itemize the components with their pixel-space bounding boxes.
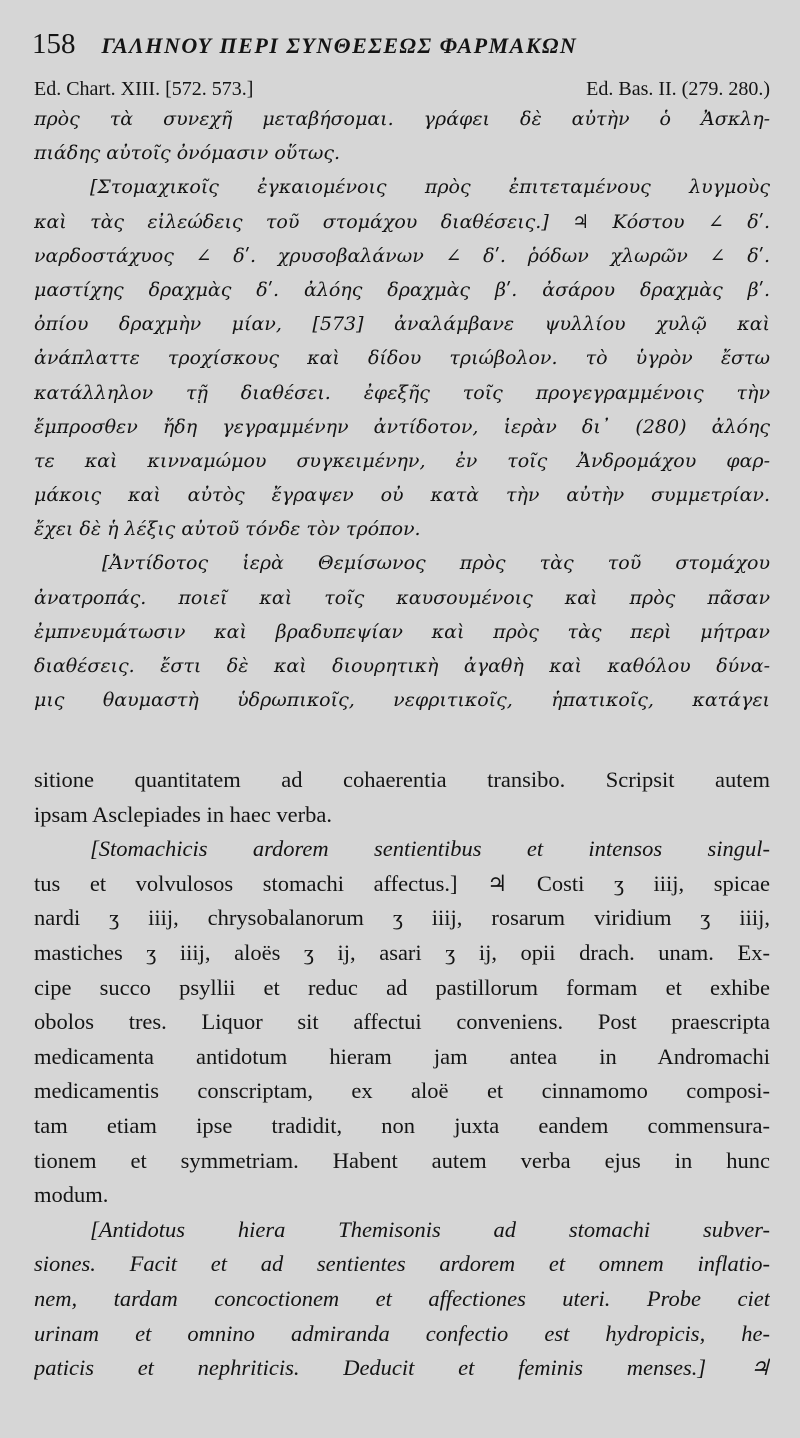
- page-number: 158: [32, 28, 76, 60]
- greek-line: ἔχει δὲ ἡ λέξις αὐτοῦ τόνδε τὸν τρόπον.: [34, 518, 421, 541]
- greek-line: ἔμπροσθεν ἤδη γεγραμμένην ἀντίδοτον, ἱερὰν δι᾽ (280) ἀλόης: [34, 415, 770, 438]
- greek-line: ὀπίου δραχμὴν μίαν, [573] ἀναλάμβανε ψυλλίου χυλῷ καὶ: [34, 313, 770, 336]
- greek-line: μάκοις καὶ αὐτὸς ἔγραψεν οὐ κατὰ τὴν αὐτὴν συμμετρίαν.: [34, 484, 770, 507]
- greek-line: μαστίχης δραχμὰς δʹ. ἀλόης δραχμὰς βʹ. ἀσάρου δραχμὰς βʹ.: [34, 278, 770, 301]
- latin-line: [Stomachicis ardorem sentientibus et intensos singul-: [90, 836, 770, 862]
- edition-ref-right: Ed. Bas. II. (279. 280.): [586, 78, 770, 100]
- latin-line: paticis et nephriticis. Deducit et feminis menses.] ♃: [34, 1355, 770, 1381]
- greek-text: [34, 102, 770, 717]
- running-title: ΓΑΛΗΝΟΥ ΠΕΡΙ ΣΥΝΘΕΣΕΩΣ ΦΑΡΜΑΚΩΝ: [101, 33, 578, 58]
- greek-line: καὶ τὰς εἰλεώδεις τοῦ στομάχου διαθέσεις.] ♃ Κόστου ∠ δʹ.: [34, 210, 770, 233]
- greek-line: ἀνατροπάς. ποιεῖ καὶ τοῖς καυσουμένοις καὶ πρὸς πᾶσαν: [34, 586, 770, 609]
- greek-line: κατάλληλον τῇ διαθέσει. ἐφεξῆς τοῖς προγεγραμμένοις τὴν: [34, 381, 770, 404]
- edition-references: [34, 78, 770, 104]
- latin-line: modum.: [34, 1182, 109, 1208]
- greek-line: πρὸς τὰ συνεχῆ μεταβήσομαι. γράφει δὲ αὐτὴν ὁ Ἀσκλη-: [34, 108, 770, 130]
- greek-line: μις θαυμαστὴ ὑδρωπικοῖς, νεφριτικοῖς, ἡπατικοῖς, κατάγει: [34, 689, 770, 712]
- latin-line: obolos tres. Liquor sit affectui conveniens. Post praescripta: [34, 1009, 770, 1035]
- latin-line: nem, tardam concoctionem et affectiones uteri. Probe ciet: [34, 1285, 770, 1311]
- greek-line: ἀνάπλαττε τροχίσκους καὶ δίδου τριώβολον. τὸ ὑγρὸν ἔστω: [34, 347, 770, 370]
- latin-line: siones. Facit et ad sentientes ardorem et omnem inflatio-: [34, 1251, 770, 1277]
- greek-line: ναρδοστάχυος ∠ δʹ. χρυσοβαλάνων ∠ δʹ. ῥόδων χλωρῶν ∠ δʹ.: [34, 244, 770, 267]
- latin-line: medicamentis conscriptam, ex aloë et cinnamomo composi-: [34, 1078, 770, 1104]
- greek-line: ἐμπνευμάτωσιν καὶ βραδυπεψίαν καὶ πρὸς τὰς περὶ μήτραν: [34, 620, 770, 643]
- latin-translation: [34, 763, 770, 1386]
- greek-line: πιάδης αὐτοῖς ὀνόμασιν οὕτως.: [34, 142, 341, 165]
- latin-line: tionem et symmetriam. Habent autem verba ejus in hunc: [34, 1147, 770, 1173]
- greek-line: [Στομαχικοῖς ἐγκαιομένοις πρὸς ἐπιτεταμένους λυγμοὺς: [90, 176, 770, 199]
- latin-line: cipe succo psyllii et reduc ad pastillorum formam et exhibe: [34, 974, 770, 1000]
- latin-line: tus et volvulosos stomachi affectus.] ♃ Costi ʒ iiij, spicae: [34, 870, 770, 896]
- latin-line: medicamenta antidotum hieram jam antea in Andromachi: [34, 1043, 770, 1069]
- latin-line: mastiches ʒ iiij, aloës ʒ ij, asari ʒ ij, opii drach. unam. Ex-: [34, 939, 770, 965]
- latin-line: urinam et omnino admiranda confectio est hydropicis, he-: [34, 1320, 770, 1346]
- greek-line: τε καὶ κινναμώμου συγκειμένην, ἐν τοῖς Ἀνδρομάχου φαρ-: [34, 449, 770, 472]
- latin-line: sitione quantitatem ad cohaerentia transibo. Scripsit autem: [34, 767, 770, 792]
- latin-line: [Antidotus hiera Themisonis ad stomachi subver-: [90, 1216, 770, 1242]
- latin-line: nardi ʒ iiij, chrysobalanorum ʒ iiij, rosarum viridium ʒ iiij,: [34, 905, 770, 931]
- edition-ref-left: Ed. Chart. XIII. [572. 573.]: [34, 78, 254, 100]
- greek-line: [Ἀντίδοτος ἱερὰ Θεμίσωνος πρὸς τὰς τοῦ στομάχου: [102, 552, 770, 575]
- greek-line: διαθέσεις. ἔστι δὲ καὶ διουρητικὴ ἀγαθὴ καὶ καθόλου δύνα-: [34, 655, 770, 677]
- latin-line: tam etiam ipse tradidit, non juxta eandem commensura-: [34, 1112, 770, 1138]
- running-header: [32, 28, 766, 68]
- latin-line: ipsam Asclepiades in haec verba.: [34, 801, 333, 827]
